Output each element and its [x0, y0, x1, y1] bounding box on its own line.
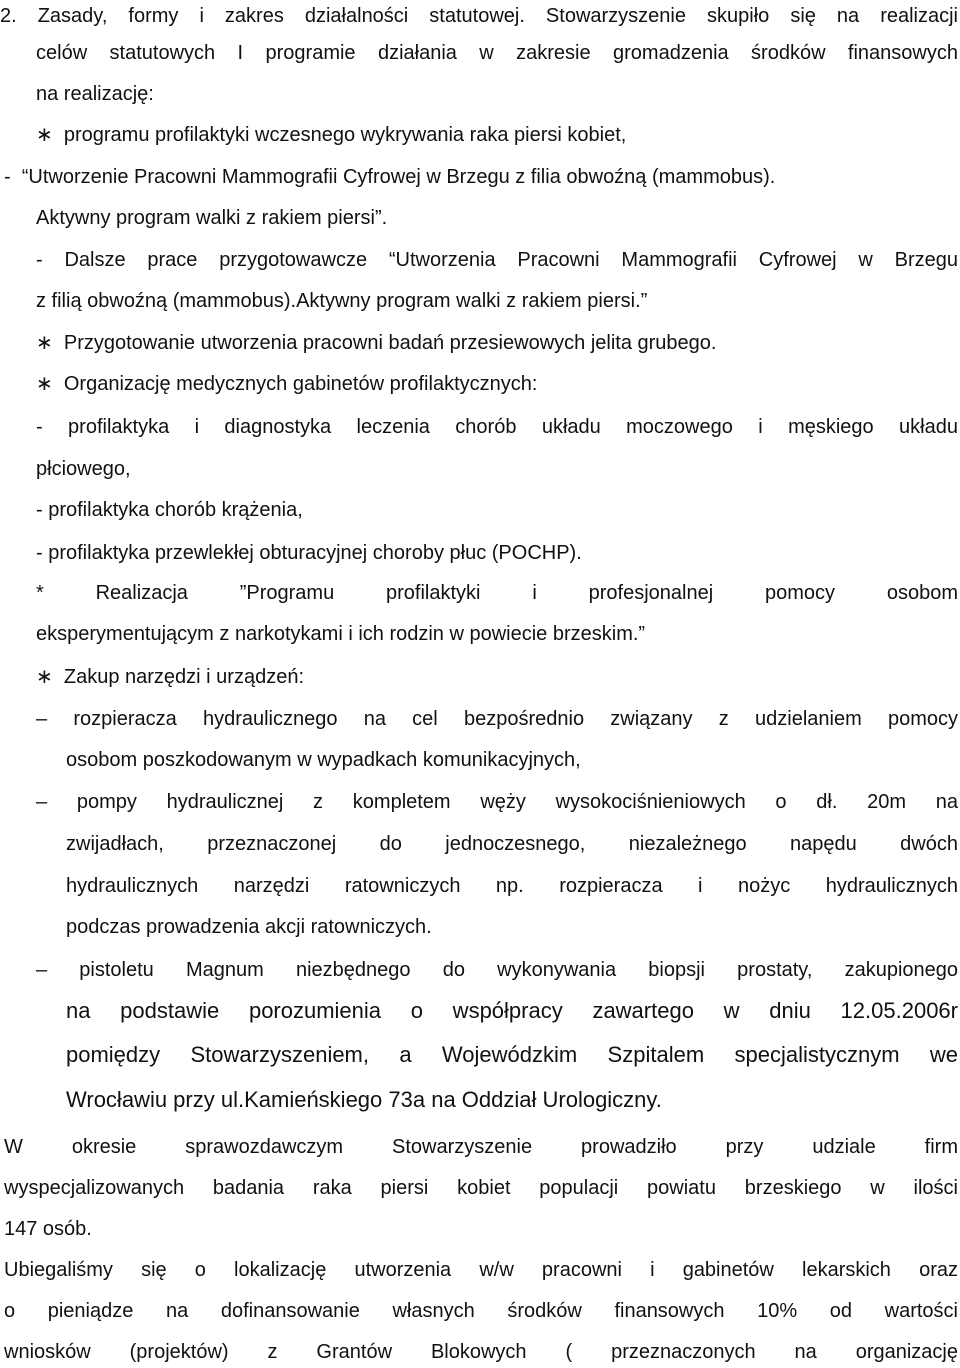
- text-line: na realizację:: [36, 83, 154, 105]
- text-line: - “Utworzenie Pracowni Mammografii Cyfrowej w Brzegu z filia obwoźną (mammobus).: [4, 166, 776, 188]
- text-line: W okresie sprawozdawczym Stowarzyszenie prowadziło przy udziale firm: [4, 1136, 958, 1158]
- text-line: eksperymentującym z narkotykami i ich rodzin w powiecie brzeskim.”: [36, 623, 646, 645]
- text-line: ∗ Organizację medycznych gabinetów profilaktycznych:: [36, 373, 538, 395]
- text-line: - profilaktyka chorób krążenia,: [36, 499, 303, 521]
- text-line: – pistoletu Magnum niezbędnego do wykonywania biopsji prostaty, zakupionego: [36, 959, 958, 981]
- text-line: Wrocławiu przy ul.Kamieńskiego 73a na Oddział Urologiczny.: [66, 1087, 662, 1112]
- text-line: pomiędzy Stowarzyszeniem, a Wojewódzkim Szpitalem specjalistycznym we: [66, 1042, 958, 1067]
- text-line: płciowego,: [36, 458, 131, 480]
- text-line: - profilaktyka i diagnostyka leczenia chorób układu moczowego i męskiego układu: [36, 416, 958, 438]
- text-line: ∗ Zakup narzędzi i urządzeń:: [36, 666, 304, 688]
- text-line: wyspecjalizowanych badania raka piersi kobiet populacji powiatu brzeskiego w ilości: [4, 1177, 958, 1199]
- text-line: Aktywny program walki z rakiem piersi”.: [36, 207, 388, 229]
- text-line: ∗ programu profilaktyki wczesnego wykrywania raka piersi kobiet,: [36, 124, 627, 146]
- text-line: celów statutowych I programie działania w zakresie gromadzenia środków finansowych: [36, 42, 958, 64]
- text-line: zwijadłach, przeznaczonej do jednoczesnego, niezależnego napędu dwóch: [66, 833, 958, 855]
- text-line: o pieniądze na dofinansowanie własnych środków finansowych 10% od wartości: [4, 1300, 958, 1322]
- text-line: 2. Zasady, formy i zakres działalności statutowej. Stowarzyszenie skupiło się na realizacji: [0, 5, 958, 27]
- text-line: – pompy hydraulicznej z kompletem węży wysokociśnieniowych o dł. 20m na: [36, 791, 958, 813]
- text-line: - profilaktyka przewlekłej obturacyjnej choroby płuc (POCHP).: [36, 542, 582, 564]
- text-line: podczas prowadzenia akcji ratowniczych.: [66, 916, 432, 938]
- text-line: – rozpieracza hydraulicznego na cel bezpośrednio związany z udzielaniem pomocy: [36, 708, 958, 730]
- text-line: hydraulicznych narzędzi ratowniczych np. rozpieracza i nożyc hydraulicznych: [66, 875, 958, 897]
- text-line: na podstawie porozumienia o współpracy zawartego w dniu 12.05.2006r: [66, 998, 958, 1023]
- text-line: z filią obwoźną (mammobus).Aktywny program walki z rakiem piersi.”: [36, 290, 648, 312]
- text-line: - Dalsze prace przygotowawcze “Utworzenia Pracowni Mammografii Cyfrowej w Brzegu: [36, 249, 958, 271]
- text-line: * Realizacja ”Programu profilaktyki i profesjonalnej pomocy osobom: [36, 582, 958, 604]
- text-line: ∗ Przygotowanie utworzenia pracowni badań przesiewowych jelita grubego.: [36, 332, 717, 354]
- text-line: wniosków (projektów) z Grantów Blokowych ( przeznaczonych na organizację: [4, 1341, 958, 1363]
- text-line: 147 osób.: [4, 1218, 92, 1240]
- text-line: Ubiegaliśmy się o lokalizację utworzenia w/w pracowni i gabinetów lekarskich oraz: [4, 1259, 958, 1281]
- text-line: osobom poszkodowanym w wypadkach komunikacyjnych,: [66, 749, 581, 771]
